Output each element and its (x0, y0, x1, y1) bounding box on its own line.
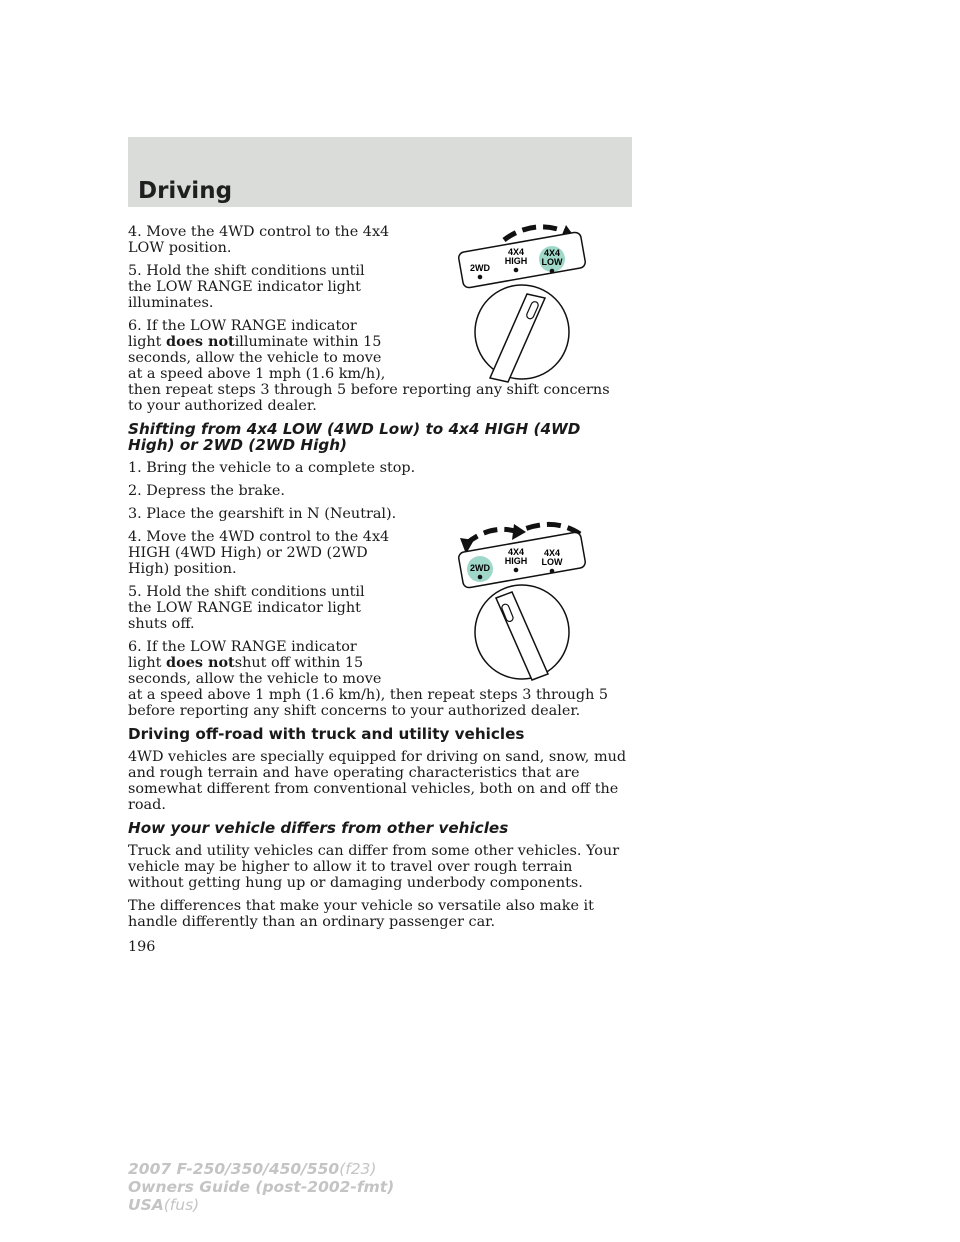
label-4x4-low-l2: LOW (541, 557, 563, 567)
label-4x4-high-l1: 4X4 (507, 247, 525, 257)
page-number: 196 (128, 939, 156, 955)
label-4x4-low-l1: 4X4 (543, 548, 561, 558)
figure-spacer (390, 639, 628, 687)
footer-guide: Owners Guide (post-2002-fmt) (128, 1178, 395, 1196)
heading-offroad: Driving off-road with truck and utility vehicles (128, 725, 525, 743)
label-2wd: 2WD (470, 563, 490, 573)
step-b5: 5. Hold the shift conditions until the LOW RANGE indicator light shuts off. (128, 584, 365, 632)
document-footer (128, 1160, 394, 1214)
label-4x4-low-l1: 4X4 (543, 248, 561, 258)
section-title: Driving (138, 178, 233, 204)
footer-market-code: (fus) (163, 1196, 200, 1214)
heading-differs: How your vehicle differs from other vehicles (128, 819, 509, 837)
label-4x4-high-l2: HIGH (504, 256, 528, 266)
step-b1: 1. Bring the vehicle to a complete stop. (128, 460, 416, 476)
label-2wd: 2WD (470, 263, 490, 273)
offroad-text: 4WD vehicles are specially equipped for driving on sand, snow, mud and rough terrain and have operating characteristics that are somewhat different from conventional vehicles, both on and off the road. (128, 749, 627, 813)
step-b4: 4. Move the 4WD control to the 4x4 HIGH (4WD High) or 2WD (2WD High) position. (128, 529, 390, 577)
step-a5: 5. Hold the shift conditions until the LOW RANGE indicator light illuminates. (128, 263, 365, 311)
footer-market: USA (128, 1196, 164, 1214)
step-b6: 6. If the LOW RANGE indicator light does notshut off within 15 seconds, allow the vehicle to move at a speed above 1 mph (1.6 km/h), then repeat steps 3 through 5 before reporting any shift concerns to your authorized dealer. (128, 639, 628, 719)
label-4x4-high-l2: HIGH (504, 556, 528, 566)
step-a6: 6. If the LOW RANGE indicator light does notilluminate within 15 seconds, allow the vehicle to move at a speed above 1 mph (1.6 km/h), then repeat steps 3 through 5 before reporting any shift concerns to your authorized dealer. (128, 318, 628, 414)
differs-para-2: The differences that make your vehicle so versatile also make it handle differently than an ordinary passenger car. (128, 898, 594, 930)
footer-model-code: (f23) (339, 1160, 377, 1178)
heading-shift-high: Shifting from 4x4 LOW (4WD Low) to 4x4 HIGH (4WD High) or 2WD (2WD High) (128, 420, 581, 454)
step-b2: 2. Depress the brake. (128, 483, 285, 499)
label-4x4-low-l2: LOW (541, 257, 563, 267)
low-steps-block (128, 224, 390, 311)
step-b3: 3. Place the gearshift in N (Neutral). (128, 506, 397, 522)
emphasis-does-not: does not (166, 333, 235, 350)
emphasis-does-not: does not (166, 654, 235, 671)
footer-model: 2007 F-250/350/450/550 (128, 1160, 340, 1178)
page-content (128, 224, 628, 937)
step-a4: 4. Move the 4WD control to the 4x4 LOW position. (128, 224, 390, 256)
label-4x4-high-l1: 4X4 (507, 547, 525, 557)
high-steps-block (128, 529, 390, 632)
differs-para-1: Truck and utility vehicles can differ from some other vehicles. Your vehicle may be higher to allow it to travel over rough terrain without getting hung up or damaging underbody components. (128, 843, 620, 891)
figure-spacer (390, 318, 628, 382)
